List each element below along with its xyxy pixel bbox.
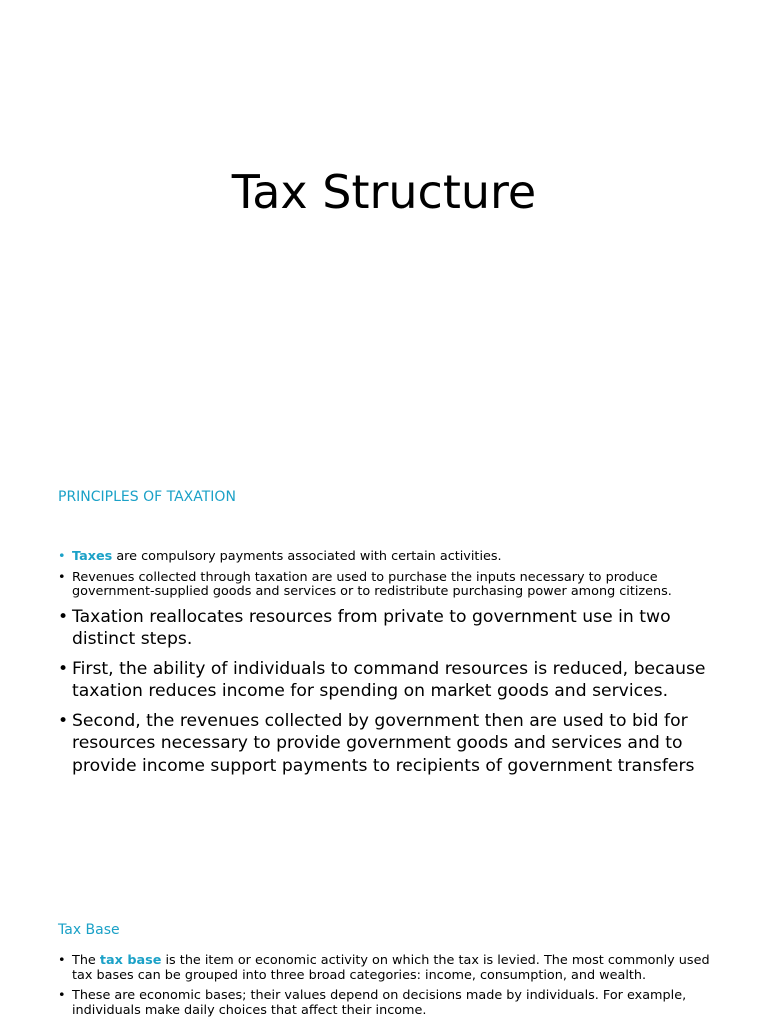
bullet-text: Taxation reallocates resources from private to government use in two distinct steps. — [72, 606, 671, 649]
principles-bullet-list — [58, 550, 718, 784]
list-item — [58, 606, 718, 651]
bullet-text: are compulsory payments associated with certain activities. — [112, 549, 502, 564]
bullet-icon: • — [58, 569, 66, 585]
list-item — [58, 989, 718, 1018]
list-item — [58, 571, 718, 600]
list-item — [58, 710, 718, 778]
bullet-icon: • — [58, 988, 66, 1003]
bullet-text: First, the ability of individuals to command resources is reduced, because taxation reduces income for spending on market goods and services. — [72, 658, 706, 701]
bullet-icon: • — [58, 953, 66, 968]
tax-base-heading: Tax Base — [58, 922, 120, 938]
bullet-icon: • — [58, 710, 69, 731]
bullet-text: Second, the revenues collected by government then are used to bid for resources necessary to provide government goods and services and to provide income support payments to recipients of government transfers — [72, 710, 695, 776]
list-item — [58, 658, 718, 703]
bullet-text: These are economic bases; their values depend on decisions made by individuals. For example, individuals make daily choices that affect their income. — [72, 988, 687, 1018]
bullet-icon: • — [58, 606, 69, 627]
title-slide — [0, 0, 768, 440]
bullet-text: is the item or economic activity on which the tax is levied. The most commonly used tax bases can be grouped into three broad categories: income, consumption, and wealth. — [72, 953, 710, 983]
list-item — [58, 954, 718, 983]
bullet-text: Revenues collected through taxation are used to purchase the inputs necessary to produce government-supplied goods and services or to redistribute purchasing power among citizens. — [72, 569, 672, 599]
tax-base-bullet-list — [58, 954, 718, 1024]
bullet-prefix: The — [72, 953, 100, 968]
keyword-taxes: Taxes — [72, 549, 113, 564]
bullet-icon: • — [58, 549, 66, 564]
bullet-icon: • — [58, 658, 69, 679]
slide-title: Tax Structure — [231, 165, 537, 219]
principles-heading: PRINCIPLES OF TAXATION — [58, 489, 236, 505]
keyword-tax-base: tax base — [99, 953, 162, 968]
list-item — [58, 550, 718, 565]
